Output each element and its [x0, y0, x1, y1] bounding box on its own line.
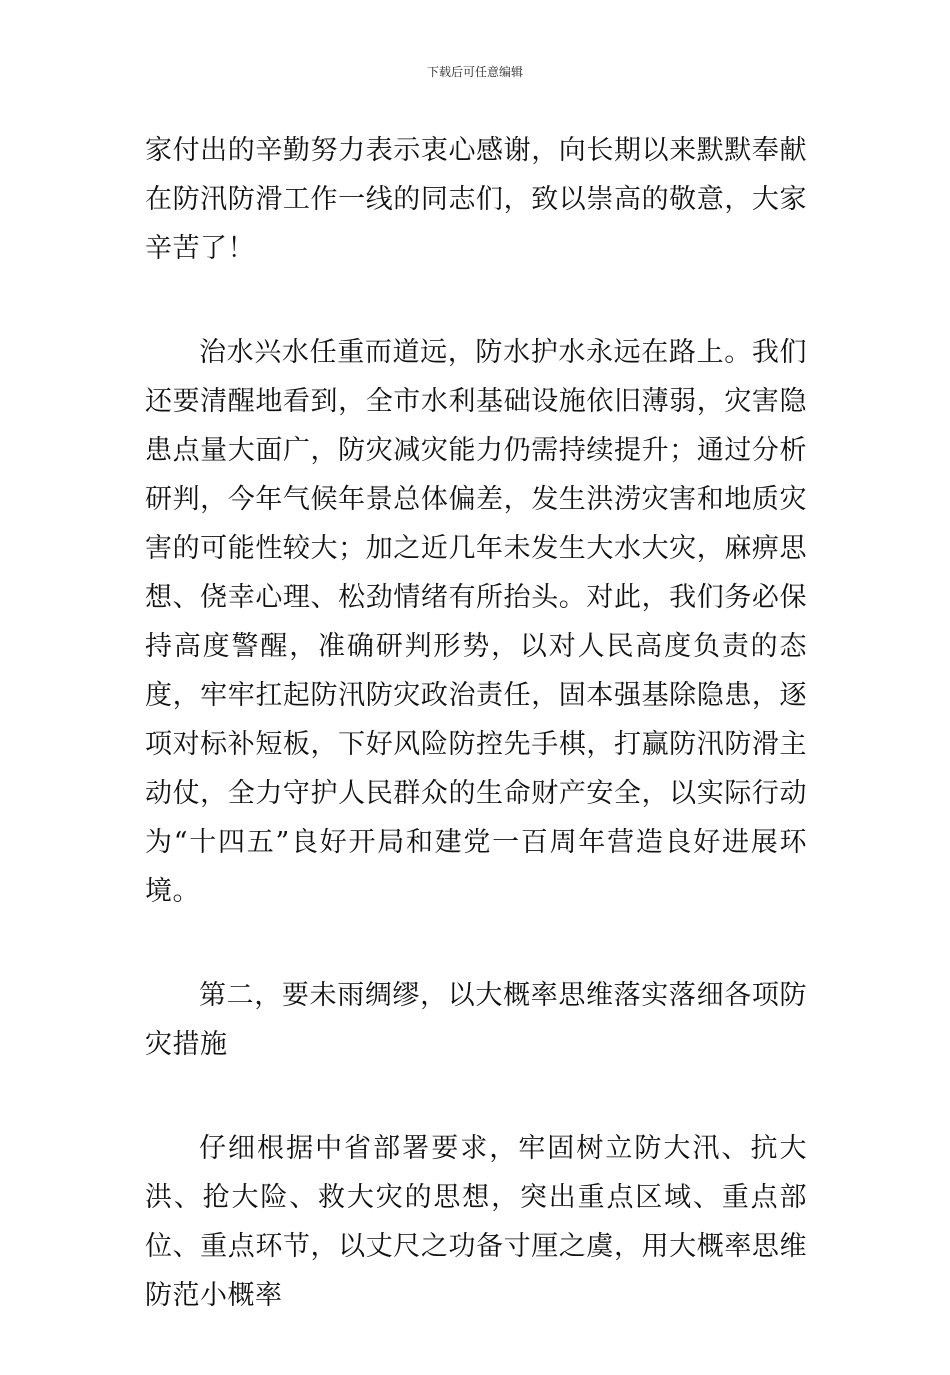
paragraph-continuation: 家付出的辛勤努力表示衷心感谢，向长期以来默默奉献在防汛防滑工作一线的同志们，致以崇高的敬意，大家辛苦了！ — [145, 135, 807, 264]
paragraph-deployment: 仔细根据中省部署要求，牢固树立防大汛、抗大洪、抢大险、救大灾的思想，突出重点区域、重点部位、重点环节，以丈尺之功备寸厘之虞，用大概率思维防范小概率 — [145, 1133, 807, 1311]
section-heading-second: 第二，要未雨绸缪，以大概率思维落实落细各项防灾措施 — [145, 980, 807, 1060]
page-header-note: 下载后可任意编辑 — [426, 65, 523, 79]
paragraph-flood-situation: 治水兴水任重而道远，防水护水永远在路上。我们还要清醒地看到，全市水利基础设施依旧薄弱，灾害隐患点量大面广，防灾减灾能力仍需持续提升；通过分析研判，今年气候年景总体偏差，发生洪涝灾害和地质灾害的可能性较大；加之近几年未发生大水大灾，麻痹思想、侥幸心理、松劲情绪有所抬头。对此，我们务必保持高度警醒，准确研判形势，以对人民高度负责的态度，牢牢扛起防汛防灾政治责任，固本强基除隐患，逐项对标补短板，下好风险防控先手棋，打赢防汛防滑主动仗，全力守护人民群众的生命财产安全，以实际行动为“十四五”良好开局和建党一百周年营造良好进展环境。 — [145, 337, 807, 907]
document-body — [145, 126, 807, 1375]
